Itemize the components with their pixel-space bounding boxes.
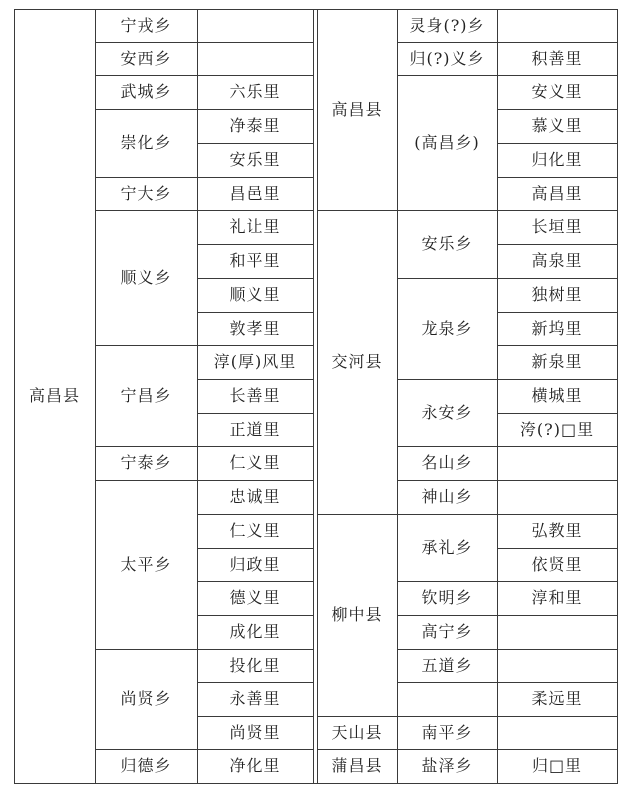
left-township-cell: 宁戎乡 <box>120 15 172 35</box>
left-village-cell: 忠诚里 <box>229 487 281 506</box>
left-township-cell: 崇化乡 <box>120 133 172 152</box>
right-village-cell: 归□里 <box>531 756 583 775</box>
left-township-cell: 安西乡 <box>120 48 172 68</box>
left-village-cell: 淳(厚)风里 <box>213 352 297 371</box>
right-county-cell: 蒲昌县 <box>331 756 383 775</box>
right-village-cell: 归化里 <box>531 150 583 169</box>
right-township-cell: 安乐乡 <box>421 234 473 253</box>
right-township-cell: 龙泉乡 <box>421 318 473 338</box>
right-village-cell: 柔远里 <box>531 689 583 708</box>
left-village-cell: 投化里 <box>229 655 281 675</box>
right-village-cell <box>497 615 617 649</box>
left-township-cell: 宁泰乡 <box>120 453 172 472</box>
right-township-cell: 盐泽乡 <box>421 756 473 775</box>
right-village-cell: 弘教里 <box>531 521 583 540</box>
right-village-cell <box>497 480 617 514</box>
right-township-cell: 归(?)义乡 <box>409 48 485 68</box>
right-village-cell: 慕义里 <box>531 116 583 135</box>
left-village-cell: 净化里 <box>229 756 281 775</box>
table-border-right <box>617 9 618 784</box>
right-village-cell: 高泉里 <box>531 251 583 270</box>
left-village-cell: 和平里 <box>229 251 281 270</box>
right-township-cell: 钦明乡 <box>421 588 473 607</box>
right-township-cell: 永安乡 <box>421 402 473 422</box>
right-village-cell: 安义里 <box>531 82 583 101</box>
right-village-cell <box>497 716 617 749</box>
right-county-cell: 交河县 <box>331 352 383 371</box>
left-county-cell: 高昌县 <box>28 386 80 405</box>
left-village-cell: 永善里 <box>229 689 281 708</box>
right-village-cell: 积善里 <box>531 48 583 68</box>
right-township-cell: 名山乡 <box>421 453 473 472</box>
left-village-cell: 归政里 <box>229 554 281 574</box>
left-village-cell: 正道里 <box>229 419 281 439</box>
right-village-cell <box>497 649 617 682</box>
right-village-cell: 高昌里 <box>531 183 583 203</box>
right-township-cell <box>397 682 497 716</box>
left-village-cell <box>197 42 313 75</box>
left-village-cell: 礼让里 <box>229 217 281 236</box>
right-village-cell: 新坞里 <box>531 318 583 338</box>
left-township-cell: 武城乡 <box>120 82 172 101</box>
left-village-cell: 仁义里 <box>229 453 281 472</box>
right-township-cell: 承礼乡 <box>421 537 473 557</box>
right-village-cell <box>497 9 617 42</box>
right-township-cell: 南平乡 <box>421 722 473 742</box>
right-county-cell: 天山县 <box>331 722 383 742</box>
left-village-cell: 昌邑里 <box>229 183 281 203</box>
left-township-cell: 宁昌乡 <box>120 385 172 405</box>
left-township-cell: 太平乡 <box>120 554 172 574</box>
left-township-cell: 顺义乡 <box>120 267 172 287</box>
right-township-cell: 五道乡 <box>421 655 473 675</box>
left-village-cell: 顺义里 <box>229 285 281 304</box>
right-village-cell <box>497 446 617 480</box>
left-village-cell: 六乐里 <box>229 82 281 101</box>
right-village-cell: 洿(?)□里 <box>519 419 595 439</box>
right-village-cell: 淳和里 <box>531 588 583 607</box>
left-village-cell: 安乐里 <box>229 150 281 169</box>
left-village-cell: 净泰里 <box>229 116 281 135</box>
right-county-cell: 高昌县 <box>331 99 383 119</box>
right-village-cell: 长垣里 <box>531 217 583 236</box>
right-village-cell: 依贤里 <box>531 554 583 574</box>
right-township-cell: 神山乡 <box>421 487 473 506</box>
left-village-cell: 德义里 <box>229 588 281 607</box>
table-border-bottom <box>14 783 618 784</box>
right-village-cell: 横城里 <box>531 386 583 405</box>
left-village-cell: 长善里 <box>229 386 281 405</box>
right-township-cell: 高宁乡 <box>421 622 473 641</box>
right-township-cell: (高昌乡) <box>414 132 480 152</box>
column-rule <box>313 9 314 784</box>
right-village-cell: 独树里 <box>531 285 583 304</box>
right-county-cell: 柳中县 <box>331 605 383 624</box>
right-village-cell: 新泉里 <box>531 352 583 371</box>
left-township-cell: 尚贤乡 <box>120 689 172 708</box>
right-township-cell: 灵身(?)乡 <box>409 15 485 35</box>
left-village-cell <box>197 9 313 42</box>
left-village-cell: 仁义里 <box>229 521 281 540</box>
left-village-cell: 尚贤里 <box>229 722 281 742</box>
left-township-cell: 宁大乡 <box>120 183 172 203</box>
left-village-cell: 敦孝里 <box>229 318 281 338</box>
left-township-cell: 归德乡 <box>120 756 172 775</box>
left-village-cell: 成化里 <box>229 622 281 641</box>
